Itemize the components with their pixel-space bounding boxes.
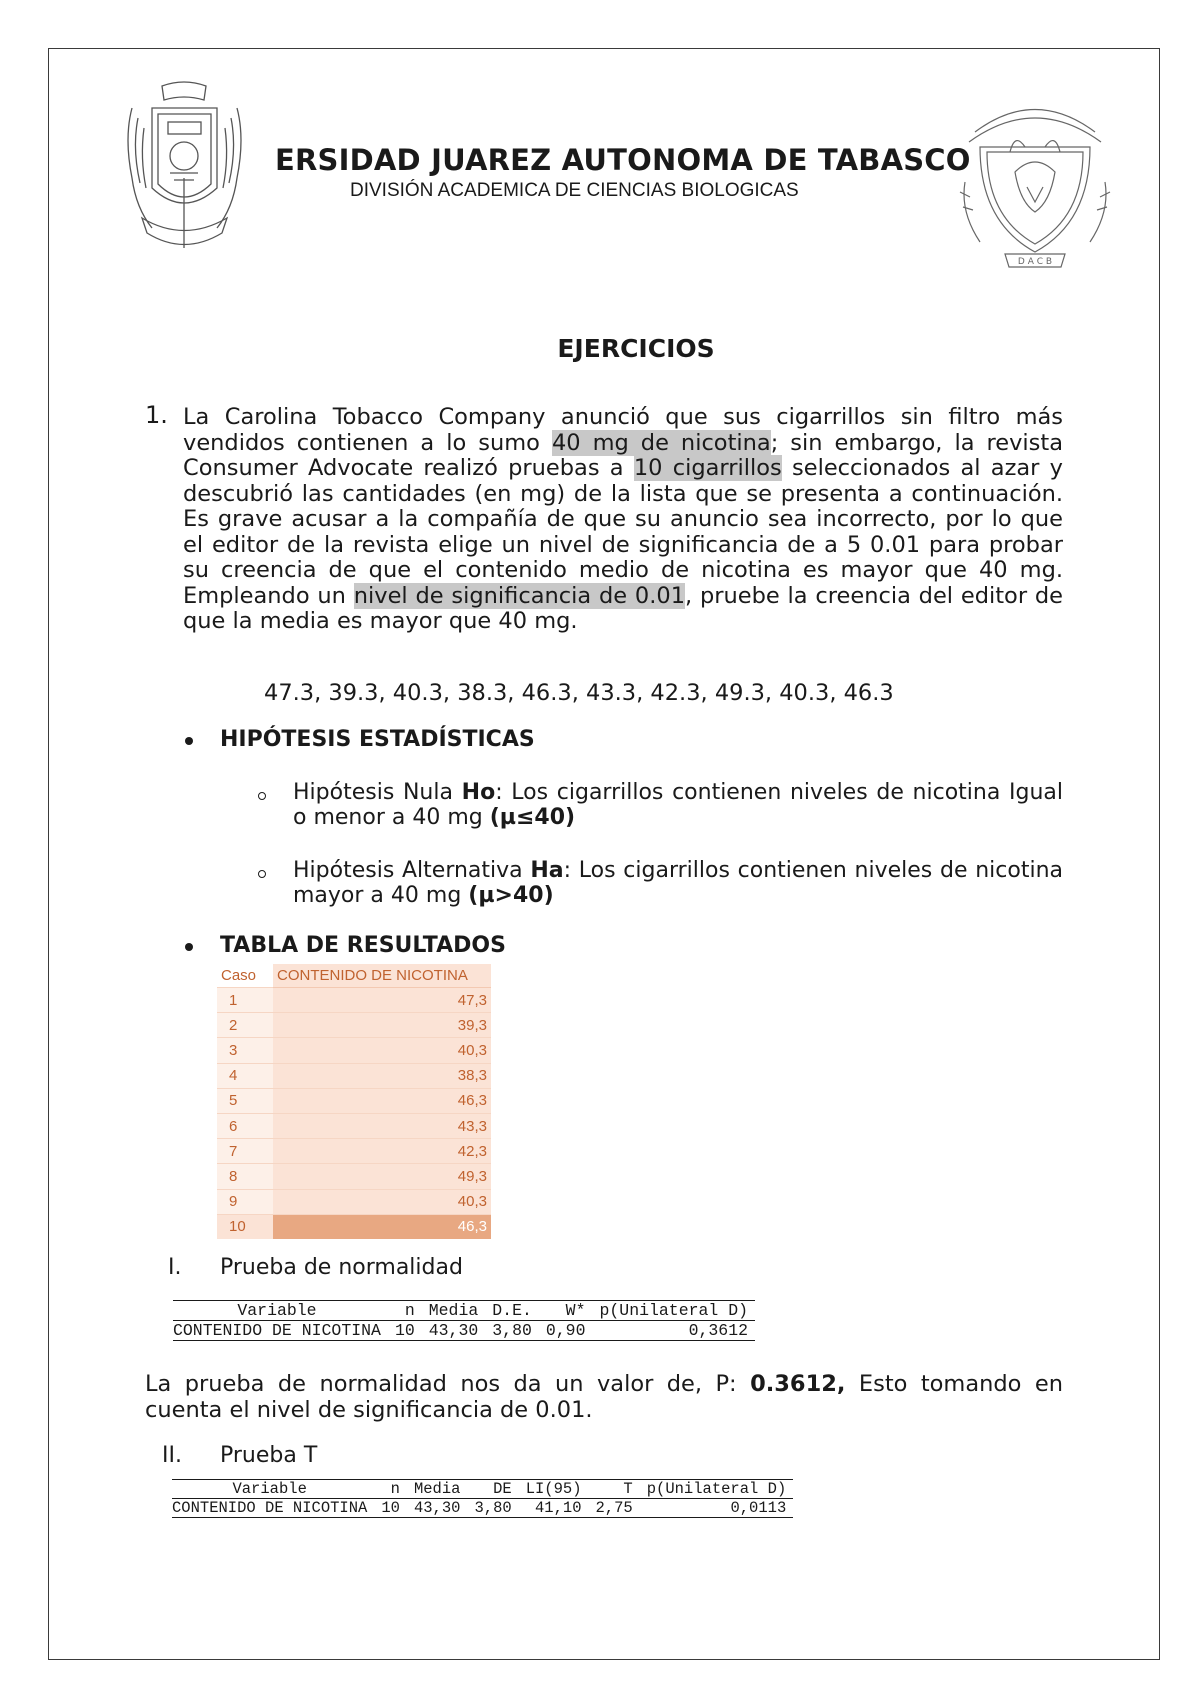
hypothesis-symbol: Ha [530, 858, 564, 883]
stat-cell: 3,80 [467, 1499, 518, 1518]
seal-text: D A C B [1017, 257, 1053, 267]
circle-bullet-icon [258, 870, 266, 878]
bullet-icon [185, 737, 193, 745]
section-numeral: I. [168, 1255, 182, 1280]
case-cell[interactable]: 4 [217, 1063, 273, 1088]
normality-table [173, 1300, 755, 1341]
normality-heading: Prueba de normalidad [220, 1255, 463, 1280]
stat-header: n [374, 1480, 407, 1499]
value-cell-selected[interactable]: 46,3 [273, 1214, 491, 1239]
conclusion-text: Esto tomando en cuenta el nivel de significancia de 0.01. [145, 1371, 1063, 1423]
case-cell[interactable]: 2 [217, 1013, 273, 1038]
conclusion-text: La prueba de normalidad nos da un valor de, P: [145, 1371, 751, 1397]
highlight-significance: nivel de significancia de 0.01 [353, 582, 686, 609]
value-cell[interactable]: 46,3 [273, 1088, 491, 1113]
highlight-nicotine-limit: 40 mg de nicotina [551, 429, 771, 456]
stat-row [173, 1321, 755, 1341]
table-row [217, 1189, 491, 1214]
stat-cell: 0,0113 [640, 1499, 794, 1518]
table-row [217, 1164, 491, 1189]
stat-header: Media [407, 1480, 468, 1499]
value-cell[interactable]: 49,3 [273, 1164, 491, 1189]
table-row [217, 1063, 491, 1088]
hypothesis-formula: (µ≤40) [489, 805, 576, 830]
case-cell[interactable]: 6 [217, 1113, 273, 1138]
statement-text: , pruebe la creencia del editor de que la media es mayor que 40 mg. [183, 582, 1064, 634]
results-table [217, 964, 491, 1239]
section-numeral: II. [162, 1443, 182, 1468]
stat-header: T [589, 1480, 640, 1499]
data-values: 47.3, 39.3, 40.3, 38.3, 46.3, 43.3, 42.3, 49.3, 40.3, 46.3 [264, 680, 894, 706]
hypotheses-heading: HIPÓTESIS ESTADÍSTICAS [220, 727, 535, 752]
stat-header: p(Unilateral D) [592, 1301, 755, 1321]
stat-cell: 0,90 [539, 1321, 593, 1341]
statement-text: seleccionados al azar y descubrió las cantidades (en mg) de la lista que se presenta a continuación. Es grave acusar a la compañía de que su anuncio sea incorrecto, por lo que el editor de la revista elige un nivel de significancia de a 5 0.01 para probar su creencia de que el contenido medio de nicotina es mayor que 40 mg. Empleando un [183, 455, 1063, 609]
case-cell[interactable]: 5 [217, 1088, 273, 1113]
stat-header: n [388, 1301, 422, 1321]
stat-header: D.E. [485, 1301, 539, 1321]
page-title: EJERCICIOS [557, 334, 715, 363]
hypothesis-symbol: Ho [461, 780, 496, 805]
stat-header: p(Unilateral D) [640, 1480, 794, 1499]
stat-header: Variable [172, 1480, 374, 1499]
table-row-selected [217, 1214, 491, 1239]
bullet-icon [185, 943, 193, 951]
stat-header: W* [539, 1301, 593, 1321]
exercise-statement [183, 405, 1063, 635]
stat-header-row [173, 1301, 755, 1321]
value-cell[interactable]: 43,3 [273, 1113, 491, 1138]
stat-cell: CONTENIDO DE NICOTINA [172, 1499, 374, 1518]
value-cell[interactable]: 40,3 [273, 1189, 491, 1214]
university-coat-of-arms-icon [122, 78, 247, 263]
value-cell[interactable]: 39,3 [273, 1013, 491, 1038]
stat-cell: 10 [388, 1321, 422, 1341]
highlight-sample-size: 10 cigarrillos [633, 455, 782, 481]
stat-cell: 43,30 [407, 1499, 468, 1518]
stat-cell: 41,10 [519, 1499, 589, 1518]
value-cell[interactable]: 47,3 [273, 988, 491, 1013]
ttest-heading: Prueba T [220, 1443, 318, 1468]
hypothesis-formula: (µ>40) [468, 883, 554, 908]
value-cell[interactable]: 42,3 [273, 1139, 491, 1164]
division-name: DIVISIÓN ACADEMICA DE CIENCIAS BIOLOGICAS [350, 180, 799, 201]
dacb-seal-icon [955, 92, 1115, 272]
exercise-number: 1. [145, 401, 168, 429]
statement-text: ; sin embargo, la revista Consumer Advocate realizó pruebas a [183, 429, 1063, 481]
table-row [217, 1113, 491, 1138]
case-cell[interactable]: 1 [217, 988, 273, 1013]
stat-cell: 3,80 [485, 1321, 539, 1341]
conclusion-pvalue: 0.3612, [750, 1371, 846, 1397]
value-cell[interactable]: 40,3 [273, 1038, 491, 1063]
table-row [217, 1139, 491, 1164]
hypothesis-text: Hipótesis Nula [293, 780, 462, 805]
stat-header: Media [422, 1301, 486, 1321]
circle-bullet-icon [258, 792, 266, 800]
hypothesis-text: : Los cigarrillos contienen niveles de nicotina Igual o menor a 40 mg [293, 780, 1063, 830]
hypothesis-text: Hipótesis Alternativa [293, 858, 531, 883]
case-cell[interactable]: 7 [217, 1139, 273, 1164]
stat-header-row [172, 1480, 793, 1499]
statement-text: La Carolina Tobacco Company anunció que sus cigarrillos sin filtro más vendidos contienen a lo sumo [183, 404, 1063, 456]
table-row [217, 988, 491, 1013]
case-cell[interactable]: 3 [217, 1038, 273, 1063]
table-row [217, 1088, 491, 1113]
stat-cell: 10 [374, 1499, 407, 1518]
alternative-hypothesis [293, 858, 1063, 908]
stat-cell: CONTENIDO DE NICOTINA [173, 1321, 388, 1341]
university-name: ERSIDAD JUAREZ AUTONOMA DE TABASCO [275, 143, 971, 177]
results-heading: TABLA DE RESULTADOS [220, 933, 506, 958]
stat-cell: 43,30 [422, 1321, 486, 1341]
null-hypothesis [293, 780, 1063, 830]
case-cell[interactable]: 10 [217, 1214, 273, 1239]
stat-header: Variable [173, 1301, 388, 1321]
case-cell[interactable]: 9 [217, 1189, 273, 1214]
column-header-nicotine: CONTENIDO DE NICOTINA [273, 964, 491, 988]
stat-header: DE [467, 1480, 518, 1499]
ttest-table [172, 1479, 793, 1518]
case-cell[interactable]: 8 [217, 1164, 273, 1189]
value-cell[interactable]: 38,3 [273, 1063, 491, 1088]
normality-conclusion [145, 1372, 1063, 1423]
stat-row [172, 1499, 793, 1518]
stat-header: LI(95) [519, 1480, 589, 1499]
column-header-case: Caso [217, 964, 273, 988]
stat-cell: 2,75 [589, 1499, 640, 1518]
hypothesis-text: : Los cigarrillos contienen niveles de nicotina mayor a 40 mg [293, 858, 1063, 908]
table-row [217, 1013, 491, 1038]
table-row [217, 1038, 491, 1063]
results-header-row [217, 964, 491, 988]
stat-cell: 0,3612 [592, 1321, 755, 1341]
